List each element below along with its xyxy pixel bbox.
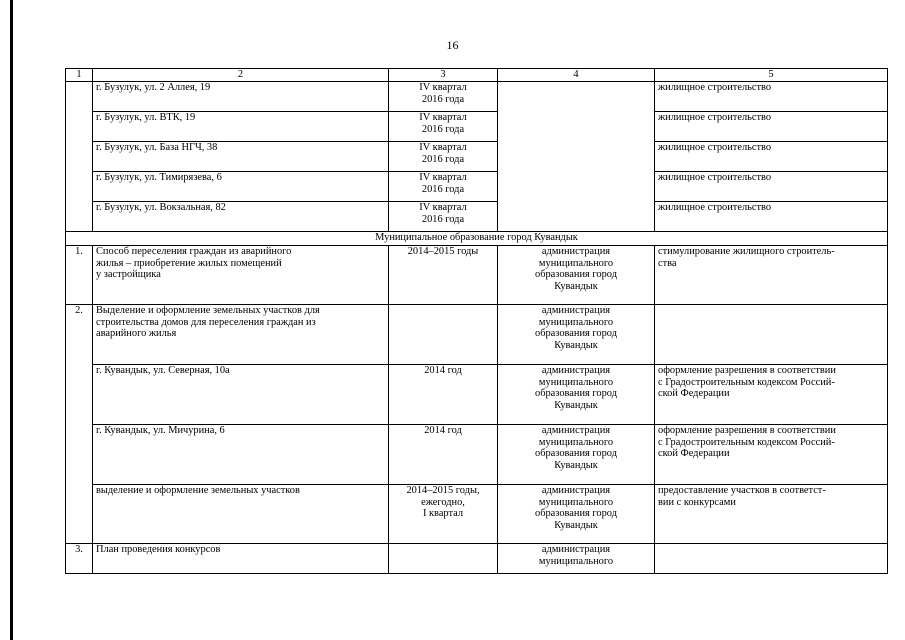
column-header-row <box>66 69 888 82</box>
table-row <box>66 172 888 202</box>
result-cell: жилищное строительство <box>655 82 888 112</box>
binder-edge <box>10 0 13 640</box>
term-cell: 2014 год <box>389 365 498 425</box>
term-cell: IV квартал 2016 года <box>389 172 498 202</box>
result-cell <box>655 305 888 365</box>
term-cell: IV квартал 2016 года <box>389 82 498 112</box>
executor-cell: администрация муниципального образования город Кувандык <box>498 305 655 365</box>
location-cell: г. Бузулук, ул. ВТК, 19 <box>93 112 389 142</box>
plan-table <box>65 68 888 574</box>
table-row <box>66 142 888 172</box>
result-cell: оформление разрешения в соответствии с Градостроительным кодексом Россий- ской Федерации <box>655 365 888 425</box>
table-row <box>66 485 888 544</box>
item-text: г. Кувандык, ул. Мичурина, 6 <box>93 425 389 485</box>
term-cell: IV квартал 2016 года <box>389 112 498 142</box>
executor-cell: администрация муниципального образования город Кувандык <box>498 425 655 485</box>
column-header: 2 <box>93 69 389 82</box>
column-header: 4 <box>498 69 655 82</box>
result-cell: жилищное строительство <box>655 142 888 172</box>
item-text: Способ переселения граждан из аварийного жилья – приобретение жилых помещений у застройщика <box>93 246 389 305</box>
term-cell: 2014–2015 годы <box>389 246 498 305</box>
result-cell: жилищное строительство <box>655 202 888 232</box>
table-row <box>66 544 888 574</box>
column-header: 1 <box>66 69 93 82</box>
term-cell <box>389 544 498 574</box>
table-row <box>66 82 888 112</box>
table-row <box>66 365 888 425</box>
item-number: 2. <box>66 305 93 544</box>
table-row <box>66 425 888 485</box>
result-cell: жилищное строительство <box>655 112 888 142</box>
result-cell <box>655 544 888 574</box>
result-cell: жилищное строительство <box>655 172 888 202</box>
item-text: План проведения конкурсов <box>93 544 389 574</box>
table-row <box>66 305 888 365</box>
column-header: 5 <box>655 69 888 82</box>
item-number: 1. <box>66 246 93 305</box>
result-cell: стимулирование жилищного строитель- ства <box>655 246 888 305</box>
location-cell: г. Бузулук, ул. Вокзальная, 82 <box>93 202 389 232</box>
executor-cell: администрация муниципального <box>498 544 655 574</box>
location-cell: г. Бузулук, ул. Тимирязева, 6 <box>93 172 389 202</box>
term-cell: IV квартал 2016 года <box>389 142 498 172</box>
term-cell: 2014 год <box>389 425 498 485</box>
item-number: 3. <box>66 544 93 574</box>
executor-cell: администрация муниципального образования город Кувандык <box>498 365 655 425</box>
column-header: 3 <box>389 69 498 82</box>
item-text: Выделение и оформление земельных участков для строительства домов для переселения граждан из аварийного жилья <box>93 305 389 365</box>
executor-cell <box>498 82 655 232</box>
term-cell: IV квартал 2016 года <box>389 202 498 232</box>
term-cell <box>389 305 498 365</box>
location-cell: г. Бузулук, ул. База НГЧ, 38 <box>93 142 389 172</box>
executor-cell: администрация муниципального образования город Кувандык <box>498 485 655 544</box>
item-text: выделение и оформление земельных участков <box>93 485 389 544</box>
term-cell: 2014–2015 годы, ежегодно, I квартал <box>389 485 498 544</box>
table-row <box>66 246 888 305</box>
result-cell: оформление разрешения в соответствии с Градостроительным кодексом Россий- ской Федерации <box>655 425 888 485</box>
table-row <box>66 112 888 142</box>
number-cell <box>66 82 93 232</box>
section-row <box>66 232 888 246</box>
executor-cell: администрация муниципального образования город Кувандык <box>498 246 655 305</box>
page-number: 16 <box>446 38 459 52</box>
result-cell: предоставление участков в соответст- вии с конкурсами <box>655 485 888 544</box>
item-text: г. Кувандык, ул. Северная, 10а <box>93 365 389 425</box>
table-row <box>66 202 888 232</box>
section-title: Муниципальное образование город Кувандык <box>66 232 888 246</box>
location-cell: г. Бузулук, ул. 2 Аллея, 19 <box>93 82 389 112</box>
